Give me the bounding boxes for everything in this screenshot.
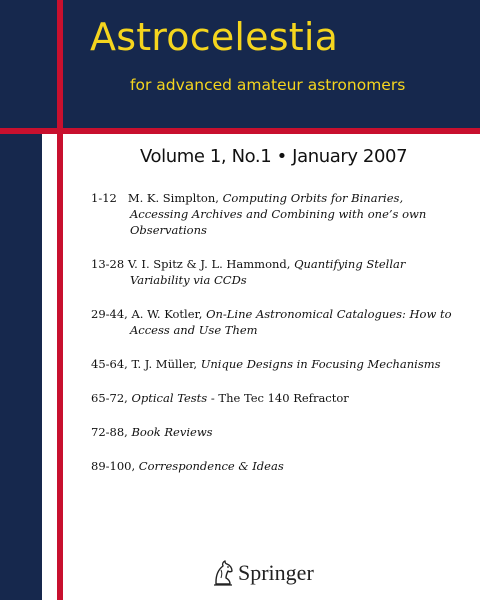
toc-authors: A. W. Kotler, [131,307,207,321]
toc-article-title: Unique Designs in Focusing Mechanisms [200,357,441,371]
vertical-red-line [57,0,63,600]
toc-article-title: Book Reviews [131,425,213,439]
toc-article-title: Computing Orbits for Binaries, Accessing Archives and Combining with one’s own Observations [130,191,427,237]
publisher-name: Springer [238,560,314,585]
springer-horse-icon [212,560,234,586]
issue-line: Volume 1, No.1 • January 2007 [140,146,408,167]
toc-authors: M. K. Simplton, [127,191,223,205]
publisher-logo [212,560,314,586]
journal-subtitle: for advanced amateur astronomers [130,76,406,94]
toc-suffix: - The Tec 140 Refractor [207,391,349,405]
toc-pages: 65-72, [91,391,128,405]
toc-article-title: On-Line Astronomical Catalogues: How to Access and Use Them [130,307,452,337]
horizontal-red-line [0,128,480,134]
toc-article-title: Quantifying Stellar Variability via CCDs [130,257,406,287]
left-column-band [0,0,42,600]
toc-entry [91,190,461,238]
toc-entry [91,306,461,338]
toc-authors: V. I. Spitz & J. L. Hammond, [127,257,295,271]
toc-pages: 72-88, [91,425,128,439]
toc-pages: 13-28 [91,257,125,271]
toc-pages: 1-12 [91,191,117,205]
toc-pages: 45-64, [91,357,128,371]
toc-pages: 29-44, [91,307,128,321]
toc-entry [91,424,461,440]
toc-authors: T. J. Müller, [131,357,201,371]
toc-entry [91,356,461,372]
toc-entry [91,390,461,406]
journal-title: Astrocelestia [90,15,339,59]
toc-article-title: Correspondence & Ideas [138,459,284,473]
toc-article-title: Optical Tests [131,391,208,405]
toc-entry [91,256,461,288]
table-of-contents [91,190,461,492]
toc-entry [91,458,461,474]
toc-pages: 89-100, [91,459,136,473]
